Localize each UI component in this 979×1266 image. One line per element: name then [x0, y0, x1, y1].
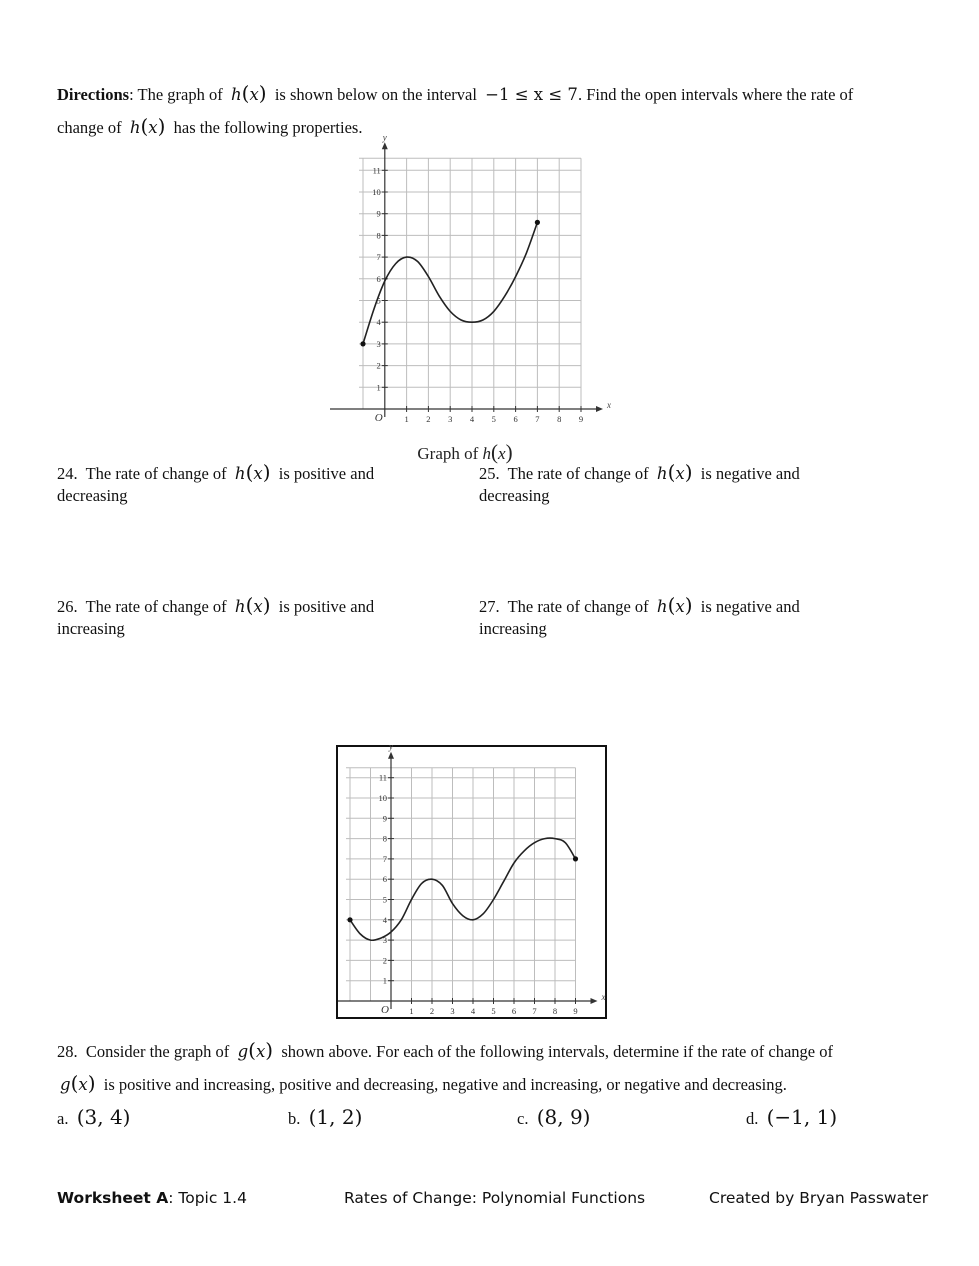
x-tick-label: 1 [409, 1006, 414, 1016]
endpoint-dot [535, 220, 540, 225]
origin-label: O [374, 412, 383, 424]
y-tick-label: 1 [382, 975, 387, 986]
graph-frame [337, 746, 606, 1018]
x-tick-label: 4 [469, 414, 475, 424]
y-tick-label: 5 [382, 894, 387, 905]
g-graph [336, 745, 607, 1019]
option-a: a. (3, 4) [57, 1105, 131, 1129]
y-tick-label: 8 [376, 230, 381, 241]
question-27: 27. The rate of change of h(x) is negative and increasing [479, 593, 800, 638]
endpoint-dot [360, 341, 365, 346]
y-axis-label: y [389, 745, 393, 752]
x-tick-label: 1 [404, 414, 409, 424]
y-tick-label: 7 [382, 853, 387, 864]
endpoint-dot [573, 856, 578, 861]
x-tick-label: 6 [513, 414, 518, 424]
y-tick-label: 11 [372, 165, 381, 176]
y-tick-label: 4 [376, 317, 381, 328]
footer-author: Created by Bryan Passwater [709, 1189, 929, 1207]
x-tick-label: 9 [578, 414, 584, 424]
option-d: d. (−1, 1) [746, 1105, 838, 1129]
question-26: 26. The rate of change of h(x) is positive and increasing [57, 593, 375, 638]
y-tick-label: 1 [376, 382, 381, 393]
x-tick-label: 5 [491, 1006, 496, 1016]
y-tick-label: 2 [376, 360, 381, 371]
y-tick-label: 2 [382, 955, 387, 966]
x-tick-label: 2 [426, 414, 431, 424]
y-tick-label: 4 [382, 914, 387, 925]
y-tick-label: 3 [382, 935, 387, 946]
y-tick-label: 7 [376, 252, 381, 263]
question-24: 24. The rate of change of h(x) is positive and decreasing [57, 460, 375, 505]
x-axis-arrow [596, 406, 603, 412]
y-tick-label: 11 [378, 772, 387, 783]
x-tick-label: 5 [491, 414, 496, 424]
x-tick-label: 8 [557, 414, 562, 424]
y-tick-label: 3 [376, 338, 381, 349]
question-25: 25. The rate of change of h(x) is negative and decreasing [479, 460, 800, 505]
y-tick-label: 5 [376, 295, 381, 306]
x-tick-label: 3 [450, 1006, 455, 1016]
footer-title: Rates of Change: Polynomial Functions [344, 1189, 646, 1207]
y-tick-label: 9 [376, 208, 381, 219]
x-axis-label: x [601, 992, 606, 1002]
y-tick-label: 6 [382, 874, 387, 885]
x-axis-arrow [591, 998, 598, 1004]
endpoint-dot [347, 917, 352, 922]
y-tick-label: 10 [372, 187, 381, 197]
footer-worksheet: Worksheet A: Topic 1.4 [57, 1189, 247, 1207]
y-axis-label: y [382, 135, 387, 143]
x-tick-label: 9 [573, 1006, 578, 1016]
origin-label: O [381, 1004, 389, 1016]
option-c: c. (8, 9) [517, 1105, 591, 1129]
interval-expression: −1 ≤ x ≤ 7 [485, 85, 578, 104]
y-tick-label: 9 [382, 813, 387, 824]
x-tick-label: 3 [448, 414, 453, 424]
question-28-line-2: g(x) is positive and increasing, positive and decreasing, negative and increasing, or negative and decreasing. [60, 1071, 787, 1095]
y-tick-label: 10 [378, 793, 387, 803]
x-tick-label: 7 [535, 414, 540, 424]
y-tick-label: 6 [376, 273, 381, 284]
x-axis-label: x [607, 400, 611, 410]
y-tick-label: 8 [382, 833, 387, 844]
x-tick-label: 2 [429, 1006, 435, 1016]
y-axis-arrow [388, 752, 394, 759]
x-tick-label: 8 [552, 1006, 558, 1016]
directions-line-1: Directions: The graph of h(x) is shown below on the interval −1 ≤ x ≤ 7. Find the open intervals where the rate of [57, 81, 854, 105]
option-b: b. (1, 2) [288, 1105, 363, 1129]
directions-line-2: change of h(x) has the following properties. [57, 114, 363, 138]
h-graph [320, 135, 620, 465]
x-tick-label: 4 [470, 1006, 476, 1016]
x-tick-label: 7 [532, 1006, 537, 1016]
directions-label: Directions [57, 85, 130, 104]
x-tick-label: 6 [511, 1006, 517, 1016]
y-axis-arrow [382, 142, 388, 149]
graph-title: Graph of h(x) [417, 440, 513, 464]
question-28-line-1: 28. Consider the graph of g(x) shown above. For each of the following intervals, determine if the rate of change of [57, 1038, 833, 1062]
